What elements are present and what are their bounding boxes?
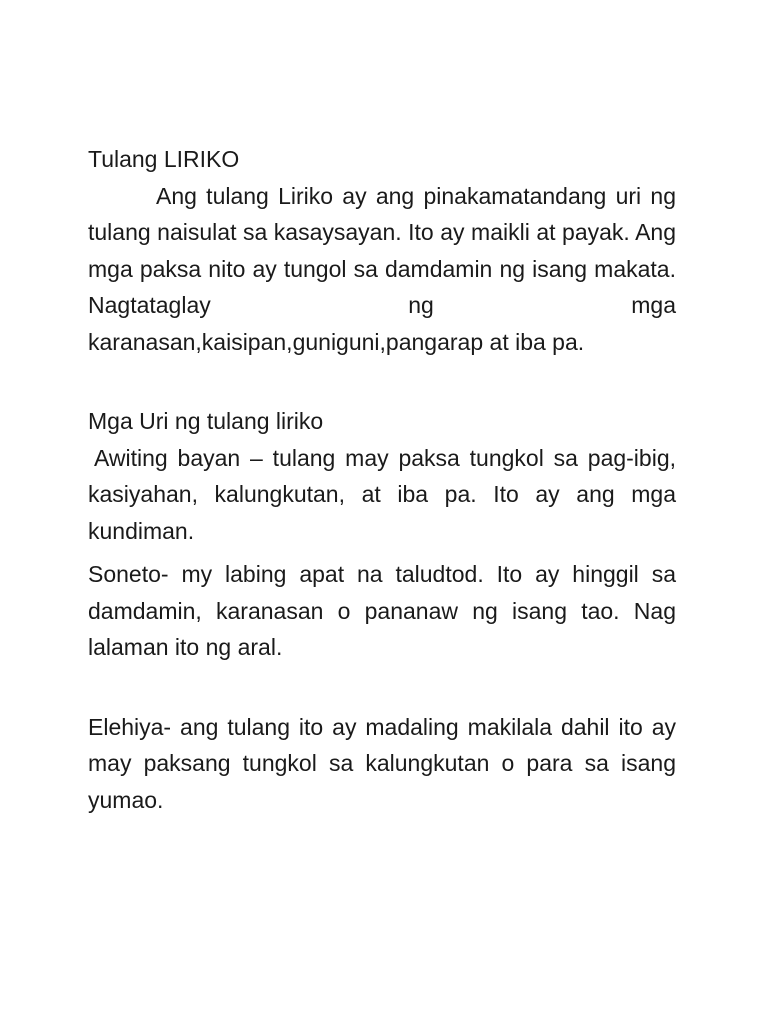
document-page — [88, 141, 676, 818]
intro-paragraph: Ang tulang Liriko ay ang pinakamatandang uri ng tulang naisulat sa kasaysayan. Ito ay maikli at payak. Ang mga paksa nito ay tungol sa damdamin ng isang makata. Nagtataglay ng mga karanasan,kaisipan,guniguni,pangarap at iba pa. — [88, 182, 676, 355]
item-elehiya: Elehiya- ang tulang ito ay madaling makilala dahil ito ay may paksang tungkol sa kalungkutan o para sa isang yumao. — [88, 713, 676, 813]
spacer — [88, 360, 676, 403]
spacer — [88, 549, 676, 556]
document-title: Tulang LIRIKO — [88, 146, 240, 172]
item-soneto: Soneto- my labing apat na taludtod. Ito ay hinggil sa damdamin, karanasan o pananaw ng isang tao. Nag lalaman ito ng aral. — [88, 561, 676, 660]
spacer — [88, 666, 676, 709]
item-awiting-bayan: Awiting bayan – tulang may paksa tungkol sa pag-ibig, kasiyahan, kalungkutan, at iba pa. Ito ay ang mga kundiman. — [88, 444, 676, 544]
section-heading: Mga Uri ng tulang liriko — [88, 408, 324, 434]
